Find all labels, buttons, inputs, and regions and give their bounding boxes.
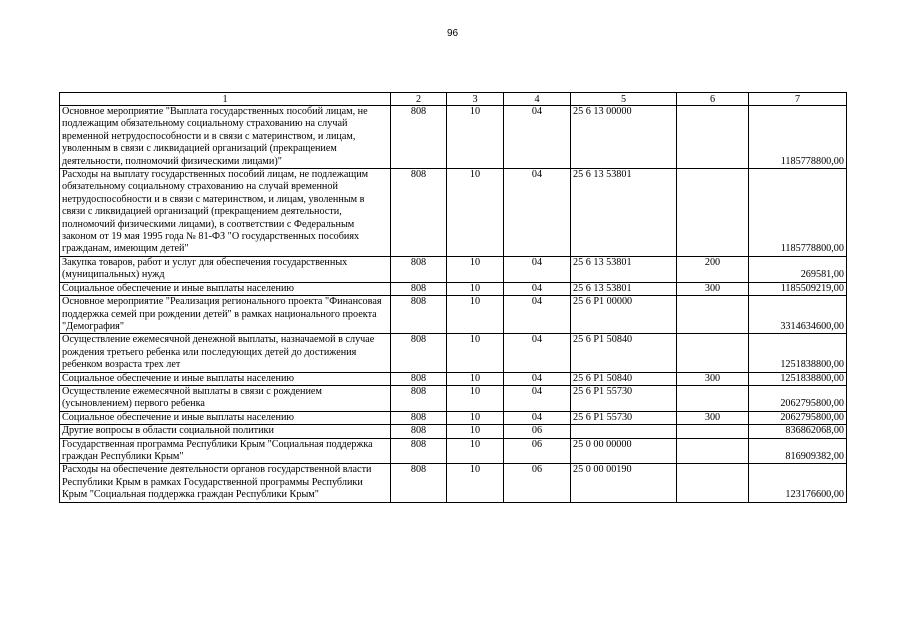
row-amount: 816909382,00 [749, 438, 847, 464]
row-target-article [571, 425, 677, 438]
row-name: Социальное обеспечение и иные выплаты населению [60, 372, 391, 385]
row-name: Закупка товаров, работ и услуг для обеспечения государственных (муниципальных) нужд [60, 256, 391, 282]
row-target-article: 25 6 P1 00000 [571, 296, 677, 334]
row-admin-code: 808 [391, 411, 447, 424]
row-amount: 836862068,00 [749, 425, 847, 438]
table-row [60, 256, 847, 282]
table-row [60, 282, 847, 295]
row-expense-type [677, 425, 749, 438]
row-amount: 2062795800,00 [749, 411, 847, 424]
row-section: 10 [447, 169, 504, 257]
row-expense-type [677, 106, 749, 169]
row-name: Основное мероприятие "Выплата государственных пособий лицам, не подлежащим обязательному социальному страхованию на случай временной нетрудоспособности и в связи с материнством, и лицам, уволенным в связи с ликвидацией организаций (прекращением деятельности, полномочий физическими лицами)" [60, 106, 391, 169]
row-expense-type [677, 296, 749, 334]
header-cell-4: 4 [504, 93, 571, 106]
row-admin-code: 808 [391, 282, 447, 295]
row-subsection: 04 [504, 296, 571, 334]
header-cell-6: 6 [677, 93, 749, 106]
row-expense-type [677, 464, 749, 502]
row-admin-code: 808 [391, 256, 447, 282]
row-amount: 2062795800,00 [749, 385, 847, 411]
row-subsection: 04 [504, 334, 571, 372]
row-admin-code: 808 [391, 106, 447, 169]
row-expense-type: 300 [677, 282, 749, 295]
budget-table [59, 92, 847, 503]
page-number: 96 [446, 28, 459, 39]
row-target-article: 25 6 13 53801 [571, 169, 677, 257]
row-target-article: 25 6 13 53801 [571, 282, 677, 295]
row-amount: 269581,00 [749, 256, 847, 282]
row-amount: 1185778800,00 [749, 169, 847, 257]
row-amount: 1251838800,00 [749, 372, 847, 385]
header-cell-5: 5 [571, 93, 677, 106]
row-target-article: 25 0 00 00190 [571, 464, 677, 502]
row-subsection: 06 [504, 464, 571, 502]
row-subsection: 04 [504, 385, 571, 411]
table-row [60, 372, 847, 385]
row-subsection: 04 [504, 256, 571, 282]
table-row [60, 425, 847, 438]
table-row [60, 411, 847, 424]
table-row [60, 296, 847, 334]
row-expense-type: 300 [677, 372, 749, 385]
row-target-article: 25 0 00 00000 [571, 438, 677, 464]
row-admin-code: 808 [391, 372, 447, 385]
row-admin-code: 808 [391, 296, 447, 334]
row-section: 10 [447, 425, 504, 438]
row-target-article: 25 6 P1 50840 [571, 334, 677, 372]
row-amount: 1185778800,00 [749, 106, 847, 169]
row-section: 10 [447, 438, 504, 464]
row-name: Другие вопросы в области социальной политики [60, 425, 391, 438]
row-target-article: 25 6 13 00000 [571, 106, 677, 169]
row-section: 10 [447, 464, 504, 502]
row-amount: 1251838800,00 [749, 334, 847, 372]
header-cell-7: 7 [749, 93, 847, 106]
row-target-article: 25 6 P1 50840 [571, 372, 677, 385]
row-expense-type: 300 [677, 411, 749, 424]
row-name: Государственная программа Республики Крым "Социальная поддержка граждан Республики Крым" [60, 438, 391, 464]
row-expense-type [677, 334, 749, 372]
header-row [60, 93, 847, 106]
row-subsection: 04 [504, 169, 571, 257]
row-name: Основное мероприятие "Реализация регионального проекта "Финансовая поддержка семей при рождении детей" в рамках национального проекта "Демография" [60, 296, 391, 334]
row-name: Социальное обеспечение и иные выплаты населению [60, 411, 391, 424]
row-subsection: 06 [504, 425, 571, 438]
row-section: 10 [447, 411, 504, 424]
row-name: Расходы на выплату государственных пособий лицам, не подлежащим обязательному социальному страхованию на случай временной нетрудоспособности и в связи с материнством, и лицам, уволенным в связи с ликвидацией организаций (прекращением деятельности, полномочий физическими лицами), в соответствии с Федеральным законом от 19 мая 1995 года № 81-ФЗ "О государственных пособиях гражданам, имеющим детей" [60, 169, 391, 257]
row-name: Расходы на обеспечение деятельности органов государственной власти Республики Крым в рамках Государственной программы Республики Крым "Социальная поддержка граждан Республики Крым" [60, 464, 391, 502]
row-section: 10 [447, 282, 504, 295]
table-row [60, 334, 847, 372]
header-cell-2: 2 [391, 93, 447, 106]
row-subsection: 06 [504, 438, 571, 464]
row-name: Социальное обеспечение и иные выплаты населению [60, 282, 391, 295]
row-subsection: 04 [504, 411, 571, 424]
row-expense-type [677, 169, 749, 257]
row-amount: 1185509219,00 [749, 282, 847, 295]
row-subsection: 04 [504, 282, 571, 295]
row-amount: 3314634600,00 [749, 296, 847, 334]
row-section: 10 [447, 106, 504, 169]
table-row [60, 438, 847, 464]
row-target-article: 25 6 13 53801 [571, 256, 677, 282]
row-name: Осуществление ежемесячной выплаты в связи с рождением (усыновлением) первого ребенка [60, 385, 391, 411]
row-expense-type [677, 385, 749, 411]
row-amount: 123176600,00 [749, 464, 847, 502]
row-target-article: 25 6 P1 55730 [571, 385, 677, 411]
row-admin-code: 808 [391, 385, 447, 411]
row-subsection: 04 [504, 106, 571, 169]
table-row [60, 385, 847, 411]
header-cell-3: 3 [447, 93, 504, 106]
row-section: 10 [447, 385, 504, 411]
row-admin-code: 808 [391, 334, 447, 372]
row-admin-code: 808 [391, 425, 447, 438]
row-admin-code: 808 [391, 464, 447, 502]
row-admin-code: 808 [391, 438, 447, 464]
row-expense-type: 200 [677, 256, 749, 282]
table-row [60, 106, 847, 169]
row-section: 10 [447, 296, 504, 334]
row-section: 10 [447, 256, 504, 282]
row-section: 10 [447, 372, 504, 385]
row-admin-code: 808 [391, 169, 447, 257]
table-row [60, 464, 847, 502]
row-expense-type [677, 438, 749, 464]
table-row [60, 169, 847, 257]
header-cell-1: 1 [60, 93, 391, 106]
row-section: 10 [447, 334, 504, 372]
row-target-article: 25 6 P1 55730 [571, 411, 677, 424]
row-name: Осуществление ежемесячной денежной выплаты, назначаемой в случае рождения третьего ребенка или последующих детей до достижения ребенком возраста трех лет [60, 334, 391, 372]
row-subsection: 04 [504, 372, 571, 385]
